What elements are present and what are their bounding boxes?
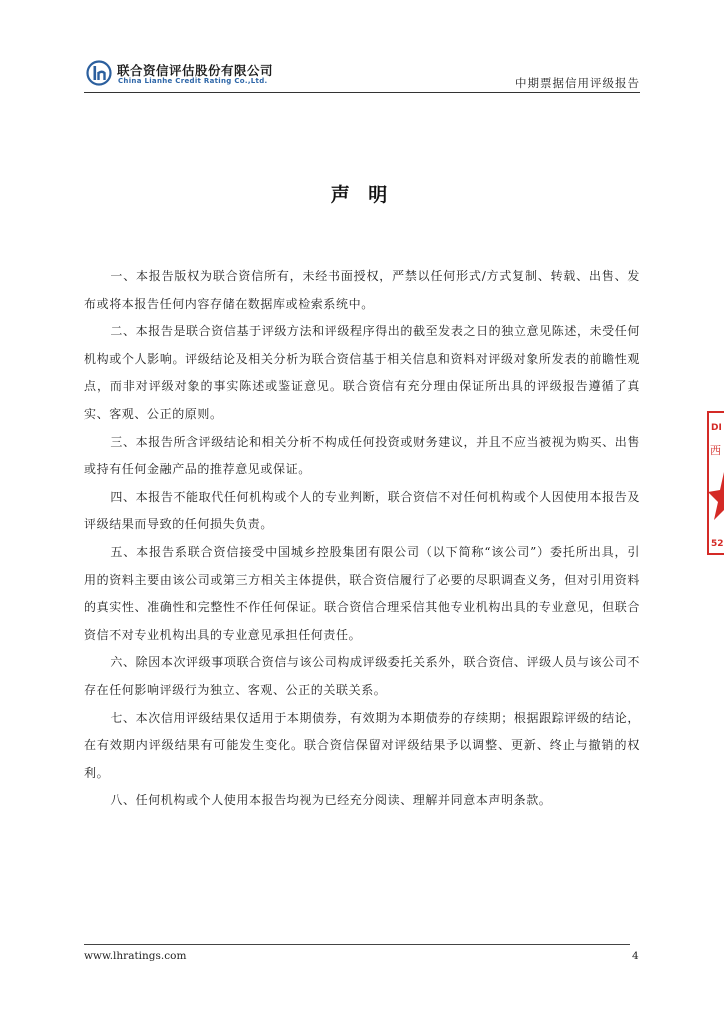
svg-text:52: 52 [711,539,724,549]
report-type: 中期票据信用评级报告 [515,76,640,90]
seal-stamp-fragment [706,408,724,558]
lianhe-logo-icon [86,60,112,86]
page-header [84,58,640,90]
company-name-en: China Lianhe Credit Rating Co.,Ltd. [118,77,268,85]
paragraph-5: 五、本报告系联合资信接受中国城乡控股集团有限公司（以下简称“该公司”）委托所出具，引用的资料主要由该公司或第三方相关主体提供，联合资信履行了必要的尽职调查义务，但对引用资料的真实性、准确性和完整性不作任何保证。联合资信合理采信其他专业机构出具的专业意见，但联合资信不对专业机构出具的专业意见承担任何责任。 [84,544,640,642]
header-divider [84,92,640,93]
svg-text:DI: DI [711,423,722,433]
statement-body [84,263,640,815]
svg-text:西: 西 [710,444,721,457]
paragraph-6: 六、除因本次评级事项联合资信与该公司构成评级委托关系外，联合资信、评级人员与该公司不存在任何影响评级行为独立、客观、公正的关联关系。 [84,655,640,697]
paragraph-2: 二、本报告是联合资信基于评级方法和评级程序得出的截至发表之日的独立意见陈述，未受任何机构或个人影响。评级结论及相关分析为联合资信基于相关信息和资料对评级对象所发表的前瞻性观点，而非对评级对象的事实陈述或鉴证意见。联合资信有充分理由保证所出具的评级报告遵循了真实、客观、公正的原则。 [84,324,640,421]
paragraph-4: 四、本报告不能取代任何机构或个人的专业判断，联合资信不对任何机构或个人因使用本报告及评级结果而导致的任何损失负责。 [84,489,640,532]
company-name-cn: 联合资信评估股份有限公司 [117,63,274,78]
paragraph-7: 七、本次信用评级结果仅适用于本期债券，有效期为本期债券的存续期；根据跟踪评级的结论，在有效期内评级结果有可能发生变化。联合资信保留对评级结果予以调整、更新、终止与撤销的权利。 [84,710,640,780]
paragraph-8: 八、任何机构或个人使用本报告均视为已经充分阅读、理解并同意本声明条款。 [110,793,552,808]
footer-divider [84,944,630,945]
paragraph-1: 一、本报告版权为联合资信所有，未经书面授权，严禁以任何形式/方式复制、转载、出售、发布或将本报告任何内容存储在数据库或检索系统中。 [84,269,640,311]
footer-website: www.lhratings.com [84,950,187,962]
page-title: 声 明 [330,184,394,206]
paragraph-3: 三、本报告所含评级结论和相关分析不构成任何投资或财务建议，并且不应当被视为购买、出售或持有任何金融产品的推荐意见或保证。 [84,434,640,477]
page-number: 4 [632,950,639,962]
